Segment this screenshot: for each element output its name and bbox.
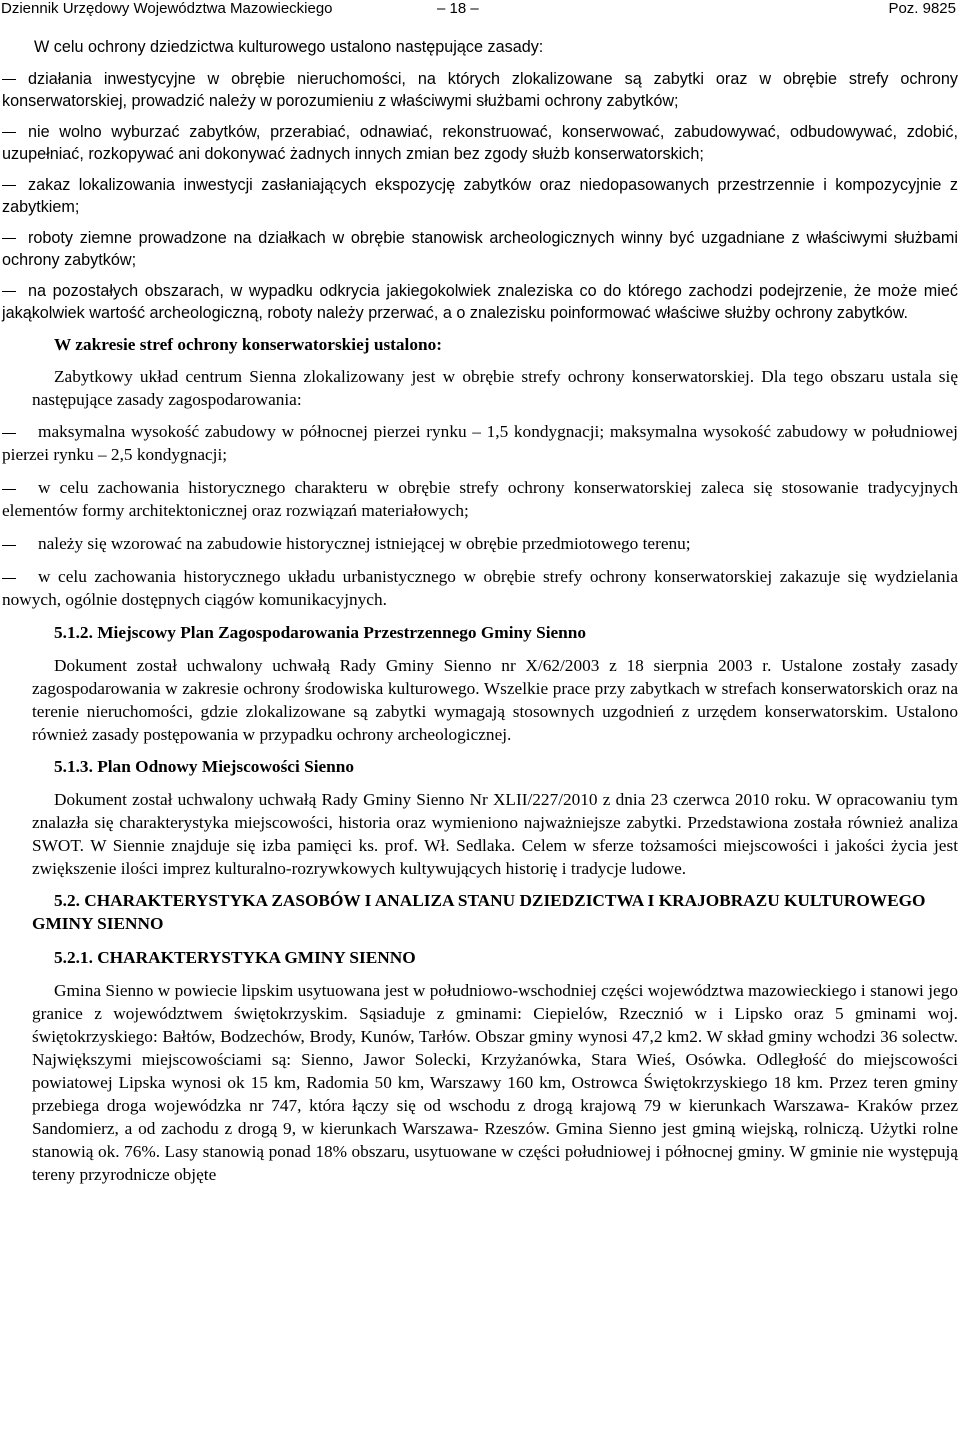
section-52-heading: 5.2. CHARAKTERYSTYKA ZASOBÓW I ANALIZA STANU DZIEDZICTWA I KRAJOBRAZU KULTUROWEGO GMINY SIENNO xyxy=(32,891,926,933)
zone-rule-item xyxy=(2,476,958,522)
running-header xyxy=(0,0,960,18)
dash-marker xyxy=(2,578,16,579)
document-body xyxy=(2,36,958,1195)
dash-marker xyxy=(2,545,16,546)
rule-item xyxy=(2,174,958,218)
dash-marker xyxy=(2,185,16,186)
rule-text: zakaz lokalizowania inwestycji zasłaniających ekspozycję zabytków oraz niedopasowanych przestrzennie i kompozycyjnie z zabytkiem; xyxy=(2,176,958,216)
section-513-text: Dokument został uchwalony uchwałą Rady Gminy Sienno Nr XLII/227/2010 z dnia 23 czerwca 2010 roku. W opracowaniu tym znalazła się charakterystyka miejscowości, historia oraz wymieniono najważniejsze zabytki. Przedstawiona została również analiza SWOT. W Siennie znajduje się izba pamięci ks. prof. Wł. Sedlaka. Celem w sferze tożsamości miejscowości i jakości życia jest zwiększenie ilości imprez kulturalno-rozrywkowych kultywujących historię i tradycje ludowe. xyxy=(32,790,958,878)
dash-marker xyxy=(2,433,16,434)
dash-marker xyxy=(2,291,16,292)
rule-text: na pozostałych obszarach, w wypadku odkrycia jakiegokolwiek znaleziska co do którego zachodzi podejrzenie, że może mieć jakąkolwiek wartość archeologiczną, roboty należy przerwać, a o znalezisku poinformować właściwe służby ochrony zabytków. xyxy=(2,282,958,322)
journal-title: Dziennik Urzędowy Województwa Mazowieckiego xyxy=(1,0,333,17)
zone-rule-text: w celu zachowania historycznego charakteru w obrębie strefy ochrony konserwatorskiej zaleca się stosowanie tradycyjnych elementów formy architektonicznej oraz rozwiązań materiałowych; xyxy=(2,478,958,520)
zone-rule-item xyxy=(2,532,958,555)
rule-item xyxy=(2,280,958,324)
rule-item xyxy=(2,68,958,112)
position-number: Poz. 9825 xyxy=(888,0,956,17)
zones-paragraph: Zabytkowy układ centrum Sienna zlokalizowany jest w obrębie strefy ochrony konserwatorskiej. Dla tego obszaru ustala się następujące zasady zagospodarowania: xyxy=(32,367,958,409)
zones-heading: W zakresie stref ochrony konserwatorskiej ustalono: xyxy=(54,335,443,354)
zone-rule-text: maksymalna wysokość zabudowy w północnej pierzei rynku – 1,5 kondygnacji; maksymalna wysokość zabudowy w południowej pierzei rynku – 2,5 kondygnacji; xyxy=(2,422,958,464)
rule-text: nie wolno wyburzać zabytków, przerabiać, odnawiać, rekonstruować, konserwować, zabudowywać, odbudowywać, zdobić, uzupełniać, rozkopywać ani dokonywać żadnych innych zmian bez zgody służb konserwatorskich; xyxy=(2,123,958,163)
dash-marker xyxy=(2,132,16,133)
page-number: – 18 – xyxy=(437,0,479,17)
section-512-heading: 5.1.2. Miejscowy Plan Zagospodarowania Przestrzennego Gminy Sienno xyxy=(54,623,587,642)
dash-marker xyxy=(2,79,16,80)
section-513-heading: 5.1.3. Plan Odnowy Miejscowości Sienno xyxy=(54,757,355,776)
section-521-text: Gmina Sienno w powiecie lipskim usytuowana jest w południowo-wschodniej części województwa mazowieckiego i stanowi jego granice z województwem świętokrzyskim. Sąsiaduje z gminami: Ciepielów, Rzecznió w i Lipsko oraz 5 gminami woj. świętokrzyskiego: Bałtów, Bodzechów, Brody, Kunów, Tarłów. Obszar gminy wynosi 47,2 km2. W skład gminy wchodzi 36 solectw. Największymi miejscowościami są: Sienno, Jawor Solecki, Krzyżanówka, Stara Wieś, Osówka. Odległość do miejscowości powiatowej Lipska wynosi ok 15 km, Radomia 50 km, Warszawy 160 km, Ostrowca Świętokrzyskiego 18 km. Przez teren gminy przebiega droga wojewódzka nr 747, która łączy się od wschodu z drogą krajową 79 w kierunkach Warszawa- Kraków przez Sandomierz, a od zachodu z drogą 9, w kierunkach Warszawa- Rzeszów. Gmina Sienno jest gminą wiejską, rolniczą. Użytki rolne stanowią ok. 76%. Lasy stanowią ponad 18% obszaru, usytuowane w części południowej i północnej gminy. W gminie nie występują tereny przyrodnicze objęte xyxy=(32,981,958,1184)
dash-marker xyxy=(2,489,16,490)
zone-rule-text: w celu zachowania historycznego układu urbanistycznego w obrębie strefy ochrony konserwatorskiej zakazuje się wydzielania nowych, ogólnie dostępnych ciągów komunikacyjnych. xyxy=(2,567,958,609)
rule-text: działania inwestycyjne w obrębie nieruchomości, na których zlokalizowane są zabytki oraz w obrębie strefy ochrony konserwatorskiej, prowadzić należy w porozumieniu z właściwymi służbami ochrony zabytków; xyxy=(2,70,958,110)
zone-rule-text: należy się wzorować na zabudowie historycznej istniejącej w obrębie przedmiotowego terenu; xyxy=(38,534,691,553)
rule-item xyxy=(2,227,958,271)
zone-rule-item xyxy=(2,565,958,611)
dash-marker xyxy=(2,238,16,239)
section-512-text: Dokument został uchwalony uchwałą Rady Gminy Sienno nr X/62/2003 z 18 sierpnia 2003 r. Ustalone zostały zasady zagospodarowania w zakresie ochrony środowiska kulturowego. Wszelkie prace przy zabytkach w strefach konserwatorskich oraz na terenie nieruchomości, gdzie zlokalizowane są zabytki wymagają stosownych uzgodnień z urzędem konserwatorskim. Ustalono również zasady postępowania w przypadku ochrony archeologicznej. xyxy=(32,656,958,744)
rule-item xyxy=(2,121,958,165)
rule-text: roboty ziemne prowadzone na działkach w obrębie stanowisk archeologicznych winny być uzgadniane z właściwymi służbami ochrony zabytków; xyxy=(2,229,958,269)
zone-rule-item xyxy=(2,420,958,466)
intro-text: W celu ochrony dziedzictwa kulturowego ustalono następujące zasady: xyxy=(34,38,544,56)
section-521-heading: 5.2.1. CHARAKTERYSTYKA GMINY SIENNO xyxy=(54,948,416,967)
